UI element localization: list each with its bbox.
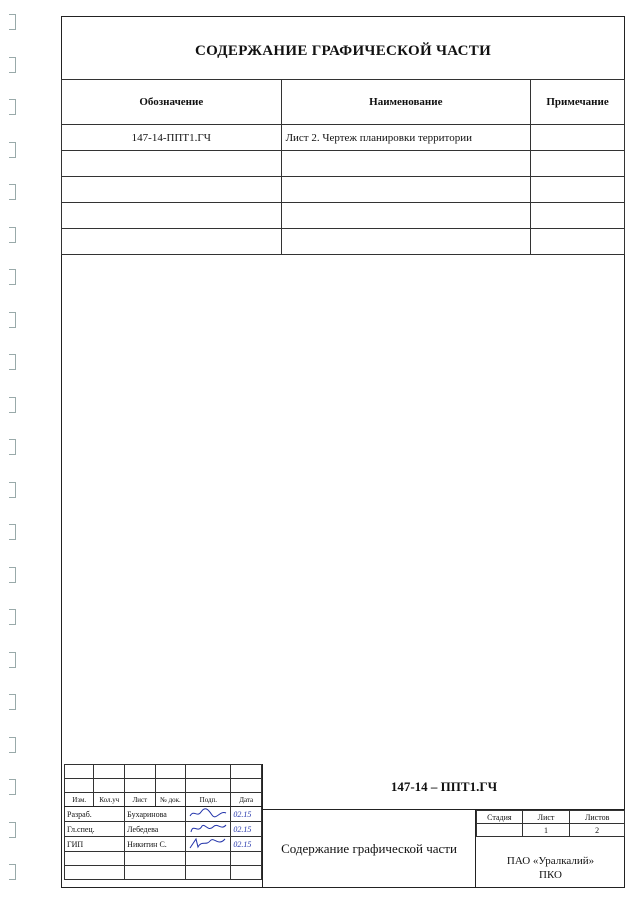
person-date: 02.15 xyxy=(231,837,262,852)
col-header-change: Изм. xyxy=(65,793,94,807)
page-title: СОДЕРЖАНИЕ ГРАФИЧЕСКОЙ ЧАСТИ xyxy=(194,43,492,59)
table-header-row xyxy=(62,80,625,125)
title-block-main xyxy=(262,764,624,887)
person-signature xyxy=(186,822,231,837)
table-row xyxy=(62,177,625,203)
cell-name xyxy=(281,229,531,255)
stage-value xyxy=(477,824,523,837)
person-row xyxy=(65,852,262,866)
column-header-name: Наименование xyxy=(281,80,531,125)
person-name: Никитин С. xyxy=(125,837,186,852)
binding-tick xyxy=(9,652,16,668)
binding-tick xyxy=(9,822,16,838)
stage-table xyxy=(476,810,625,837)
binding-tick xyxy=(9,567,16,583)
contents-table xyxy=(61,79,625,255)
col-header-date: Дата xyxy=(231,793,262,807)
col-header-count: Кол.уч xyxy=(94,793,125,807)
binding-tick xyxy=(9,184,16,200)
person-date: 02.15 xyxy=(231,822,262,837)
cell-name xyxy=(281,203,531,229)
binding-tick xyxy=(9,864,16,880)
binding-tick xyxy=(9,609,16,625)
sheets-header: Листов xyxy=(570,811,625,824)
cell-designation xyxy=(62,177,282,203)
table-row xyxy=(62,203,625,229)
binding-tick xyxy=(9,694,16,710)
binding-tick xyxy=(9,737,16,753)
binding-tick xyxy=(9,99,16,115)
organization xyxy=(476,849,625,887)
cell-name xyxy=(281,151,531,177)
organization-unit: ПКО xyxy=(539,869,562,881)
cell-designation: 147-14-ППТ1.ГЧ xyxy=(62,125,282,151)
column-header-note: Примечание xyxy=(531,80,625,125)
table-row xyxy=(62,229,625,255)
column-header-designation: Обозначение xyxy=(62,80,282,125)
revision-header-row xyxy=(65,793,262,807)
organization-name: ПАО «Уралкалий» xyxy=(506,855,595,867)
cell-note xyxy=(531,229,625,255)
sheet-value: 1 xyxy=(522,824,570,837)
binding-tick xyxy=(9,439,16,455)
cell-note xyxy=(531,177,625,203)
table-row xyxy=(62,151,625,177)
binding-tick xyxy=(9,482,16,498)
binding-margin xyxy=(4,0,20,905)
person-row xyxy=(65,822,262,837)
stage-header: Стадия xyxy=(477,811,523,824)
person-row xyxy=(65,807,262,822)
binding-tick xyxy=(9,312,16,328)
document-code: 147-14 – ППТ1.ГЧ xyxy=(263,764,625,810)
table-row xyxy=(62,125,625,151)
person-role: ГИП xyxy=(65,837,125,852)
person-signature xyxy=(186,837,231,852)
cell-designation xyxy=(62,203,282,229)
person-name: Лебедева xyxy=(125,822,186,837)
binding-tick xyxy=(9,227,16,243)
binding-tick xyxy=(9,779,16,795)
binding-tick xyxy=(9,524,16,540)
person-name: Бухаринова xyxy=(125,807,186,822)
binding-tick xyxy=(9,397,16,413)
person-role: Гл.спец. xyxy=(65,822,125,837)
binding-tick xyxy=(9,269,16,285)
document-name: Содержание графической части xyxy=(263,810,476,887)
col-header-docnum: № док. xyxy=(155,793,186,807)
cell-designation xyxy=(62,151,282,177)
cell-name: Лист 2. Чертеж планировки территории xyxy=(281,125,531,151)
col-header-sheet: Лист xyxy=(125,793,155,807)
sheet-header: Лист xyxy=(522,811,570,824)
cell-note xyxy=(531,203,625,229)
person-row xyxy=(65,866,262,880)
col-header-signature: Подп. xyxy=(186,793,231,807)
person-row xyxy=(65,837,262,852)
binding-tick xyxy=(9,142,16,158)
person-date: 02.15 xyxy=(231,807,262,822)
revision-row xyxy=(65,779,262,793)
person-role: Разраб. xyxy=(65,807,125,822)
person-signature xyxy=(186,807,231,822)
binding-tick xyxy=(9,57,16,73)
cell-designation xyxy=(62,229,282,255)
revision-row xyxy=(65,765,262,779)
binding-tick xyxy=(9,354,16,370)
binding-tick xyxy=(9,14,16,30)
title-block-revisions xyxy=(64,764,262,880)
cell-note xyxy=(531,151,625,177)
sheets-value: 2 xyxy=(570,824,625,837)
cell-name xyxy=(281,177,531,203)
cell-note xyxy=(531,125,625,151)
